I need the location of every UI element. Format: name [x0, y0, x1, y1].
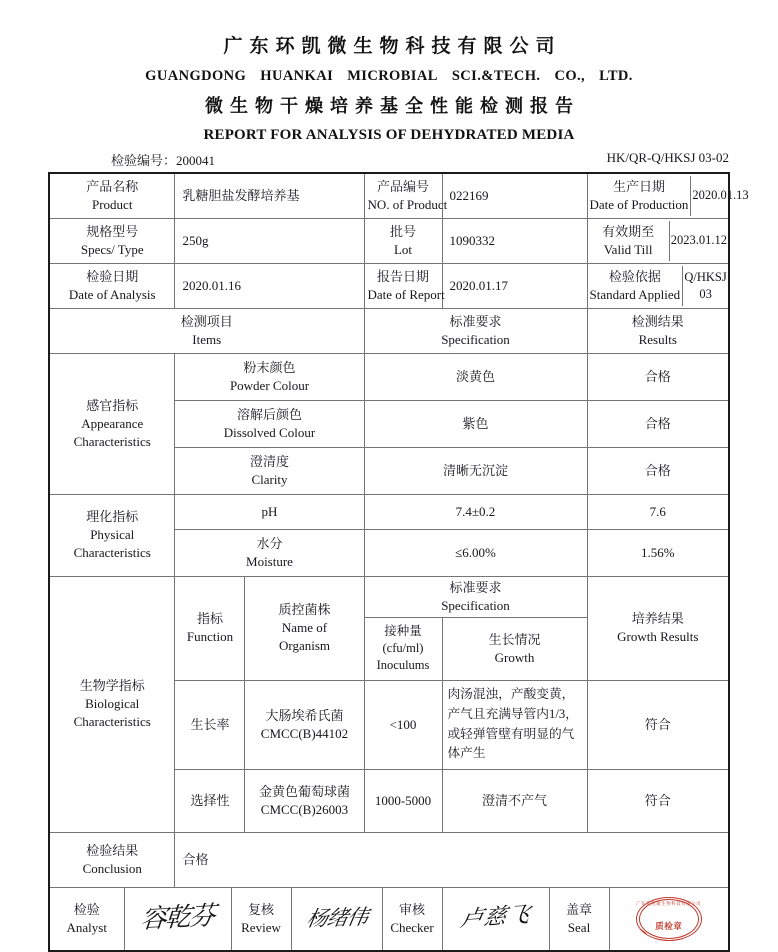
bio-inoculum-header: 接种量 (cfu/ml) Inoculums [364, 617, 442, 680]
row-ph [49, 494, 729, 529]
physical-item-1: 水分 Moisture [175, 529, 364, 576]
specification-header: 标准要求 Specification [364, 308, 587, 353]
lot-label-cell: 批号 Lot [364, 218, 442, 263]
product-value-cell: 乳糖胆盐发酵培养基 [175, 173, 364, 219]
valid-till-label: 有效期至 Valid Till [602, 223, 655, 257]
items-header: 检测项目 Items [49, 308, 364, 353]
production-date-value: 2020.01.13 [691, 176, 750, 216]
report-table-main [48, 172, 749, 888]
bio-function-0: 生长率 [175, 680, 245, 769]
company-en-part-0: GUANGDONG [145, 67, 247, 84]
bio-growth-1: 澄清不产气 [442, 769, 587, 832]
bio-function-header: 指标 Function [175, 576, 245, 680]
physical-group-label: 理化指标 Physical Characteristics [49, 494, 175, 576]
document-header [0, 0, 778, 144]
checker-label: 审核 Checker [382, 887, 442, 951]
bio-organism-0: 大肠埃希氏菌 CMCC(B)44102 [245, 680, 364, 769]
checker-signature: 卢慈飞 [442, 887, 549, 951]
physical-result-0: 7.6 [587, 494, 729, 529]
company-en-part-3: SCI.&TECH. [451, 67, 541, 84]
bio-inoculum-1: 1000-5000 [364, 769, 442, 832]
standard-applied-value: Q/HKSJ 03 [683, 266, 728, 306]
company-en-part-5: LTD. [599, 67, 633, 84]
bio-result-0: 符合 [587, 680, 729, 769]
appearance-spec-0: 淡黄色 [364, 353, 587, 400]
report-date-label-cell: 报告日期 Date of Report [364, 263, 442, 308]
bio-growth-results-header: 培养结果 Growth Results [587, 576, 729, 680]
report-title-cn: 微生物干燥培养基全性能检测报告 [205, 96, 580, 117]
product-label-cell: 产品名称 Product [49, 173, 175, 219]
production-date-cell [587, 173, 749, 219]
seal-outer-text: 广东环凯微生物科技有限公司 [636, 900, 702, 906]
appearance-result-1: 合格 [587, 400, 729, 447]
row-conclusion [49, 832, 729, 887]
physical-spec-1: ≤6.00% [364, 529, 587, 576]
standard-applied-label: 检验依据 Standard Applied [589, 268, 681, 302]
production-date-label: 生产日期 Date of Production [589, 178, 689, 212]
standard-applied-cell [587, 263, 729, 308]
row-product [49, 173, 729, 219]
bio-organism-header: 质控菌株 Name of Organism [245, 576, 364, 680]
row-signatures [49, 887, 729, 951]
inspection-number-value: 200041 [176, 152, 216, 168]
bio-inoculum-0: <100 [364, 680, 442, 769]
conclusion-label: 检验结果 Conclusion [49, 832, 175, 887]
seal-label: 盖章 Seal [549, 887, 609, 951]
seal-stamp [613, 897, 726, 941]
company-en-part-2: MICROBIAL [347, 67, 438, 84]
code-line [49, 150, 729, 170]
product-no-value-cell: 022169 [442, 173, 587, 219]
conclusion-value: 合格 [175, 832, 729, 887]
company-en-part-1: HUANKAI [260, 67, 334, 84]
valid-till-value: 2023.01.12 [669, 221, 728, 261]
analyst-label: 检验 Analyst [49, 887, 124, 951]
row-powder-colour [49, 353, 729, 400]
analysis-date-value-cell: 2020.01.16 [175, 263, 364, 308]
analysis-date-label-cell: 检验日期 Date of Analysis [49, 263, 175, 308]
appearance-result-0: 合格 [587, 353, 729, 400]
report-title-en: REPORT FOR ANALYSIS OF DEHYDRATED MEDIA [203, 126, 575, 143]
valid-till-cell [587, 218, 729, 263]
bio-specification-header: 标准要求 Specification [364, 576, 587, 617]
inspection-number-label: 检验编号： [111, 152, 177, 168]
row-specs [49, 218, 729, 263]
appearance-result-2: 合格 [587, 447, 729, 494]
specs-label-cell: 规格型号 Specs/ Type [49, 218, 175, 263]
company-en-part-4: CO., [554, 67, 586, 84]
results-header: 检测结果 Results [587, 308, 729, 353]
seal-cell [609, 887, 729, 951]
quality-seal-icon [636, 897, 702, 941]
lot-value-cell: 1090332 [442, 218, 587, 263]
appearance-item-0: 粉末颜色 Powder Colour [175, 353, 364, 400]
review-signature: 杨绪伟 [291, 887, 382, 951]
appearance-spec-1: 紫色 [364, 400, 587, 447]
bio-growth-header: 生长情况 Growth [442, 617, 587, 680]
bio-function-1: 选择性 [175, 769, 245, 832]
row-dates [49, 263, 729, 308]
seal-center-text: 质检章 [655, 920, 683, 931]
appearance-spec-2: 清晰无沉淀 [364, 447, 587, 494]
appearance-item-1: 溶解后颜色 Dissolved Colour [175, 400, 364, 447]
inspection-number [111, 150, 215, 169]
physical-item-0: pH [175, 494, 364, 529]
product-no-label-cell: 产品编号 NO. of Product [364, 173, 442, 219]
biological-group-label: 生物学指标 Biological Characteristics [49, 576, 175, 832]
signature-table [48, 887, 730, 952]
appearance-item-2: 澄清度 Clarity [175, 447, 364, 494]
row-column-headers [49, 308, 729, 353]
review-label: 复核 Review [231, 887, 291, 951]
appearance-group-label: 感官指标 Appearance Characteristics [49, 353, 175, 494]
bio-growth-0: 肉汤混浊，产酸变黄，产气且充满导管内1/3，或轻弹管壁有明显的气体产生 [442, 680, 587, 769]
bio-result-1: 符合 [587, 769, 729, 832]
specs-value-cell: 250g [175, 218, 364, 263]
report-date-value-cell: 2020.01.17 [442, 263, 587, 308]
document-code: HK/QR-Q/HKSJ 03-02 [606, 149, 729, 165]
bio-organism-1: 金黄色葡萄球菌 CMCC(B)26003 [245, 769, 364, 832]
company-name-en [0, 68, 778, 85]
physical-spec-0: 7.4±0.2 [364, 494, 587, 529]
analyst-signature: 容乾芬 [124, 887, 231, 951]
company-name-cn: 广东环凯微生物科技有限公司 [223, 36, 562, 57]
physical-result-1: 1.56% [587, 529, 729, 576]
row-bio-header-top [49, 576, 729, 617]
